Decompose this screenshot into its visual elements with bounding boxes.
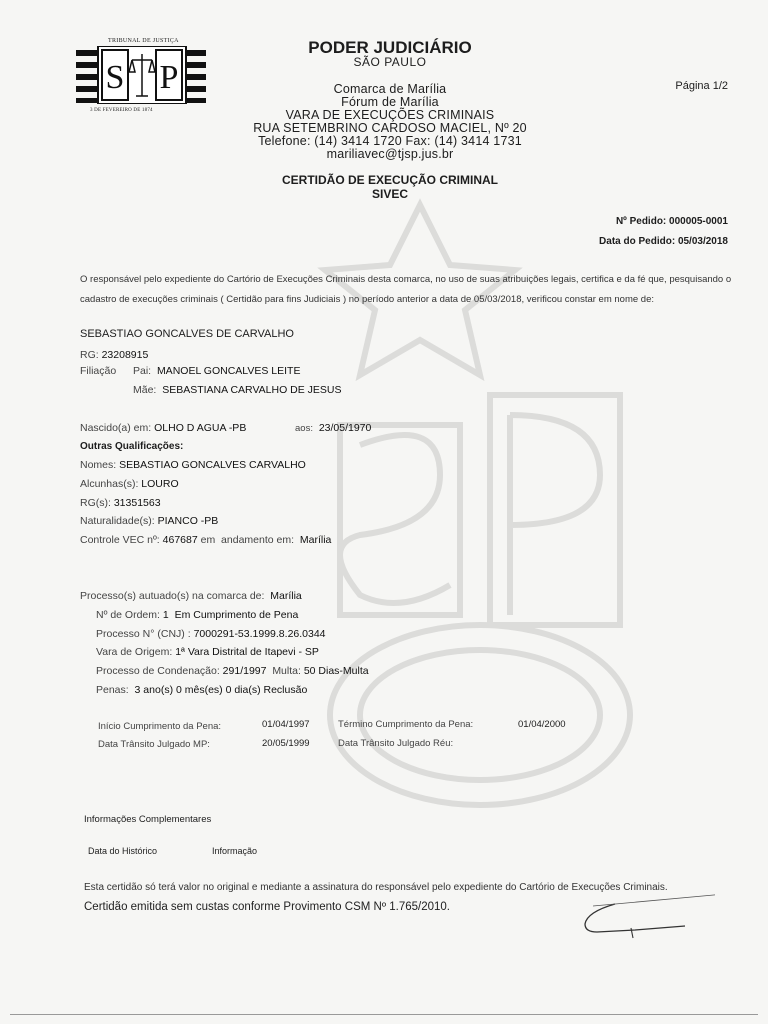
mae-row — [133, 384, 342, 396]
ordem-value: 1 — [162, 609, 169, 621]
aos-label: aos: — [295, 423, 313, 434]
termino-label: Término Cumprimento da Pena: — [338, 719, 474, 730]
court-line: VARA DE EXECUÇÕES CRIMINAIS — [285, 108, 495, 122]
mae-label: Mãe: — [133, 384, 157, 396]
transito-mp-label: Data Trânsito Julgado MP: — [98, 739, 210, 750]
request-number — [616, 216, 728, 227]
naturalidade-label: Naturalidade(s): — [80, 515, 155, 527]
request-date-label: Data do Pedido: — [599, 236, 676, 247]
origem-label: Vara de Origem: — [96, 646, 173, 658]
seal-letter-s: S — [105, 59, 125, 96]
page-subtitle: SÃO PAULO — [353, 55, 427, 69]
cnj-value: 7000291-53.1999.8.26.0344 — [193, 628, 326, 640]
nomes-value: SEBASTIAO GONCALVES CARVALHO — [119, 459, 306, 471]
intro-paragraph: O responsável pelo expediente do Cartório de Execuções Criminais desta comarca, no uso de suas atribuições legais, certifica e da fé que, pesquisando o cadastro de execuções criminais ( Certidão para fins Judiciais ) no período anterior a data de 05/03/2018, verificou constar em nome de: — [80, 274, 732, 305]
controle-value: 467687 — [162, 534, 198, 546]
validity-note: Esta certidão só terá valor no original e mediante a assinatura do responsável pelo expediente do Cartório de Execuções Criminais. — [84, 882, 668, 893]
court-line: RUA SETEMBRINO CARDOSO MACIEL, Nº 20 — [253, 121, 527, 135]
page-number: Página 1/2 — [675, 80, 728, 92]
autuado-label: Processo(s) autuado(s) na comarca de: — [80, 590, 265, 602]
request-date-value: 05/03/2018 — [677, 236, 728, 247]
outras-qualificacoes-label: Outras Qualificações: — [80, 441, 184, 452]
naturalidade-row — [80, 515, 218, 527]
rg-value: 23208915 — [101, 349, 149, 361]
court-email: mariliavec@tjsp.jus.br — [326, 147, 454, 161]
rg-label: RG: — [80, 349, 99, 361]
complementares-title: Informações Complementares — [84, 814, 212, 825]
controle-row — [80, 534, 331, 546]
controle-label: Controle VEC nº: — [80, 534, 160, 546]
nascido-row — [80, 422, 246, 434]
cnj-row — [96, 628, 326, 640]
cnj-label: Processo N° (CNJ) : — [96, 628, 191, 640]
ordem-label: Nº de Ordem: — [96, 609, 160, 621]
mae-value: SEBASTIANA CARVALHO DE JESUS — [162, 384, 342, 396]
aos-row — [295, 422, 371, 434]
nomes-label: Nomes: — [80, 459, 117, 471]
condenacao-row — [96, 665, 369, 677]
pai-label: Pai: — [133, 365, 152, 377]
ordem-row — [96, 609, 298, 621]
autuado-row — [80, 590, 302, 602]
ordem-status: Em Cumprimento de Pena — [174, 609, 299, 621]
request-number-label: Nº Pedido: — [615, 216, 667, 227]
document-title: CERTIDÃO DE EXECUÇÃO CRIMINAL — [281, 173, 498, 187]
penas-label: Penas: — [96, 684, 129, 696]
naturalidade-value: PIANCO -PB — [157, 515, 219, 527]
inicio-value: 01/04/1997 — [262, 719, 310, 730]
alcunhas-label: Alcunhas(s): — [80, 478, 139, 490]
seal-letter-p: P — [159, 59, 179, 96]
alcunhas-row — [80, 478, 179, 490]
rgs-value: 31351563 — [113, 497, 161, 509]
page-title: PODER JUDICIÁRIO — [308, 38, 472, 57]
controle-em-label: em — [200, 534, 216, 546]
penas-row — [96, 684, 307, 696]
signature-image — [575, 890, 715, 950]
rgs-row — [80, 497, 161, 509]
autuado-value: Marília — [270, 590, 302, 602]
rgs-label: RG(s): — [80, 497, 111, 509]
col-informacao: Informação — [212, 846, 258, 856]
page-bottom-edge — [10, 1014, 758, 1015]
transito-mp-value: 20/05/1999 — [262, 738, 310, 749]
request-date — [599, 236, 728, 247]
tjsp-seal-logo — [76, 38, 216, 120]
origem-value: 1ª Vara Distrital de Itapevi - SP — [175, 646, 319, 658]
filiacao-label: Filiação — [80, 365, 117, 377]
transito-reu-label: Data Trânsito Julgado Réu: — [338, 738, 454, 749]
person-name: SEBASTIAO GONCALVES DE CARVALHO — [80, 328, 294, 340]
pai-value: MANOEL GONCALVES LEITE — [156, 365, 301, 377]
col-data-historico: Data do Histórico — [88, 846, 158, 856]
nomes-row — [80, 459, 306, 471]
court-line: Fórum de Marília — [341, 95, 439, 109]
inicio-label: Início Cumprimento da Pena: — [98, 721, 222, 732]
condenacao-value: 291/1997 — [222, 665, 267, 677]
emission-note: Certidão emitida sem custas conforme Provimento CSM Nº 1.765/2010. — [84, 901, 450, 913]
penas-value: 3 ano(s) 0 mês(es) 0 dia(s) Reclusão — [134, 684, 308, 696]
document-subtitle: SIVEC — [371, 187, 408, 201]
rg-row — [80, 349, 148, 361]
origem-row — [96, 646, 319, 658]
request-number-value: 000005-0001 — [669, 216, 728, 227]
nascido-label: Nascido(a) em: — [80, 422, 152, 434]
pai-row — [133, 365, 300, 377]
court-line: Comarca de Marília — [333, 82, 447, 96]
seal-emblem-icon — [76, 46, 211, 104]
condenacao-label: Processo de Condenação: — [96, 665, 220, 677]
multa-label: Multa: — [272, 665, 301, 677]
alcunhas-value: LOURO — [141, 478, 179, 490]
termino-value: 01/04/2000 — [518, 719, 566, 730]
court-line: Telefone: (14) 3414 1720 Fax: (14) 3414 1731 — [258, 134, 522, 148]
aos-value: 23/05/1970 — [318, 422, 372, 434]
andamento-value: Marília — [299, 534, 332, 546]
seal-top-text: TRIBUNAL DE JUSTIÇA — [108, 38, 179, 44]
andamento-label: andamento em: — [221, 534, 295, 546]
multa-value: 50 Dias-Multa — [303, 665, 369, 677]
nascido-value: OLHO D AGUA -PB — [154, 422, 247, 434]
seal-bottom-text: 3 DE FEVEREIRO DE 1874 — [90, 108, 153, 113]
